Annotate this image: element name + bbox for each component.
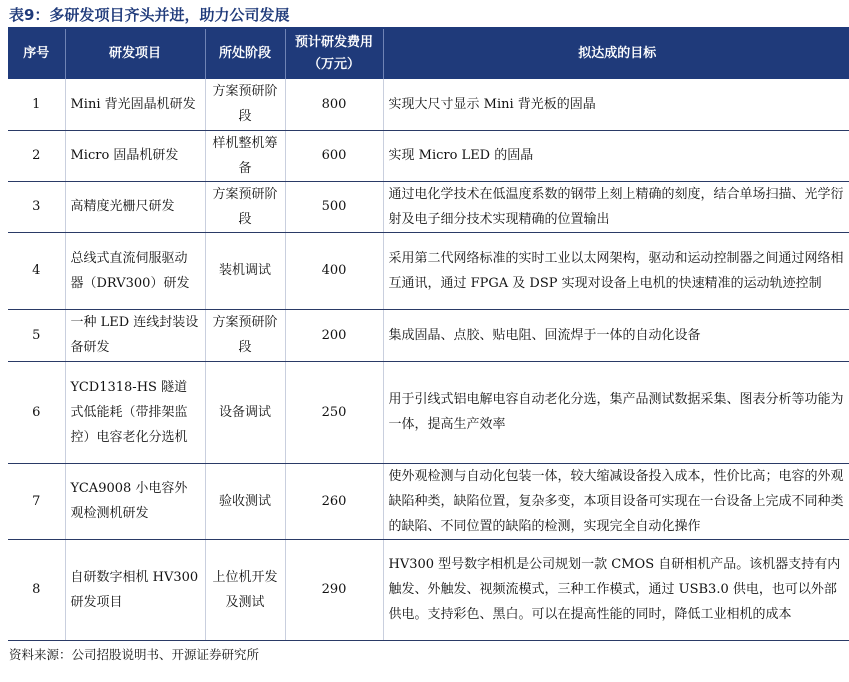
cell-cost: 500 [285,181,383,232]
cell-no: 2 [8,130,65,181]
cell-name: YCD1318-HS 隧道式低能耗（带排架监控）电容老化分选机 [65,361,205,463]
cell-goal: 通过电化学技术在低温度系数的钢带上刻上精确的刻度，结合单场扫描、光学衍射及电子细分技术实现精确的位置输出 [383,181,849,232]
cell-goal: 集成固晶、点胶、贴电阻、回流焊于一体的自动化设备 [383,309,849,361]
cell-name: 自研数字相机 HV300 研发项目 [65,539,205,640]
cell-name: 一种 LED 连线封装设备研发 [65,309,205,361]
table-row [8,361,849,463]
cell-stage: 方案预研阶段 [205,309,285,361]
cell-goal: 用于引线式铝电解电容自动老化分选，集产品测试数据采集、图表分析等功能为一体，提高生产效率 [383,361,849,463]
cell-cost: 260 [285,463,383,539]
rd-projects-table [8,29,849,641]
cell-cost: 600 [285,130,383,181]
cell-no: 4 [8,232,65,309]
table-row [8,79,849,130]
header-cost: 预计研发费用（万元） [285,29,383,79]
cell-stage: 装机调试 [205,232,285,309]
table-row [8,130,849,181]
table-title: 表9：多研发项目齐头并进，助力公司发展 [9,6,290,24]
cell-goal: 实现 Micro LED 的固晶 [383,130,849,181]
cell-no: 5 [8,309,65,361]
cell-goal: HV300 型号数字相机是公司规划一款 CMOS 自研相机产品。该机器支持有内触发、外触发、视频流模式，三种工作模式，通过 USB3.0 供电，也可以外部供电。支持彩色、黑白。可以在提高性能的同时，降低工业相机的成本 [383,539,849,640]
table-row [8,232,849,309]
cell-no: 1 [8,79,65,130]
cell-no: 6 [8,361,65,463]
header-goal: 拟达成的目标 [383,29,849,79]
cell-stage: 设备调试 [205,361,285,463]
cell-no: 7 [8,463,65,539]
table-header-row [8,29,849,79]
cell-goal: 采用第二代网络标准的实时工业以太网架构，驱动和运动控制器之间通过网络相互通讯，通过 FPGA 及 DSP 实现对设备上电机的快速精准的运动轨迹控制 [383,232,849,309]
cell-name: 总线式直流伺服驱动器（DRV300）研发 [65,232,205,309]
cell-name: Micro 固晶机研发 [65,130,205,181]
cell-no: 3 [8,181,65,232]
cell-cost: 200 [285,309,383,361]
source-note: 资料来源：公司招股说明书、开源证券研究所 [9,647,260,662]
cell-stage: 方案预研阶段 [205,79,285,130]
table-row [8,309,849,361]
cell-name: YCA9008 小电容外观检测机研发 [65,463,205,539]
cell-stage: 上位机开发及测试 [205,539,285,640]
table-row [8,539,849,640]
cell-name: 高精度光栅尺研发 [65,181,205,232]
cell-goal: 实现大尺寸显示 Mini 背光板的固晶 [383,79,849,130]
header-stage: 所处阶段 [205,29,285,79]
cell-stage: 验收测试 [205,463,285,539]
header-no: 序号 [8,29,65,79]
cell-stage: 样机整机筹备 [205,130,285,181]
cell-cost: 290 [285,539,383,640]
cell-no: 8 [8,539,65,640]
header-name: 研发项目 [65,29,205,79]
cell-cost: 400 [285,232,383,309]
cell-name: Mini 背光固晶机研发 [65,79,205,130]
cell-cost: 250 [285,361,383,463]
table-row [8,181,849,232]
cell-cost: 800 [285,79,383,130]
table-row [8,463,849,539]
cell-stage: 方案预研阶段 [205,181,285,232]
cell-goal: 使外观检测与自动化包装一体，较大缩减设备投入成本，性价比高；电容的外观缺陷种类，缺陷位置，复杂多变，本项目设备可实现在一台设备上完成不同种类的缺陷、不同位置的缺陷的检测，实现完全自动化操作 [383,463,849,539]
